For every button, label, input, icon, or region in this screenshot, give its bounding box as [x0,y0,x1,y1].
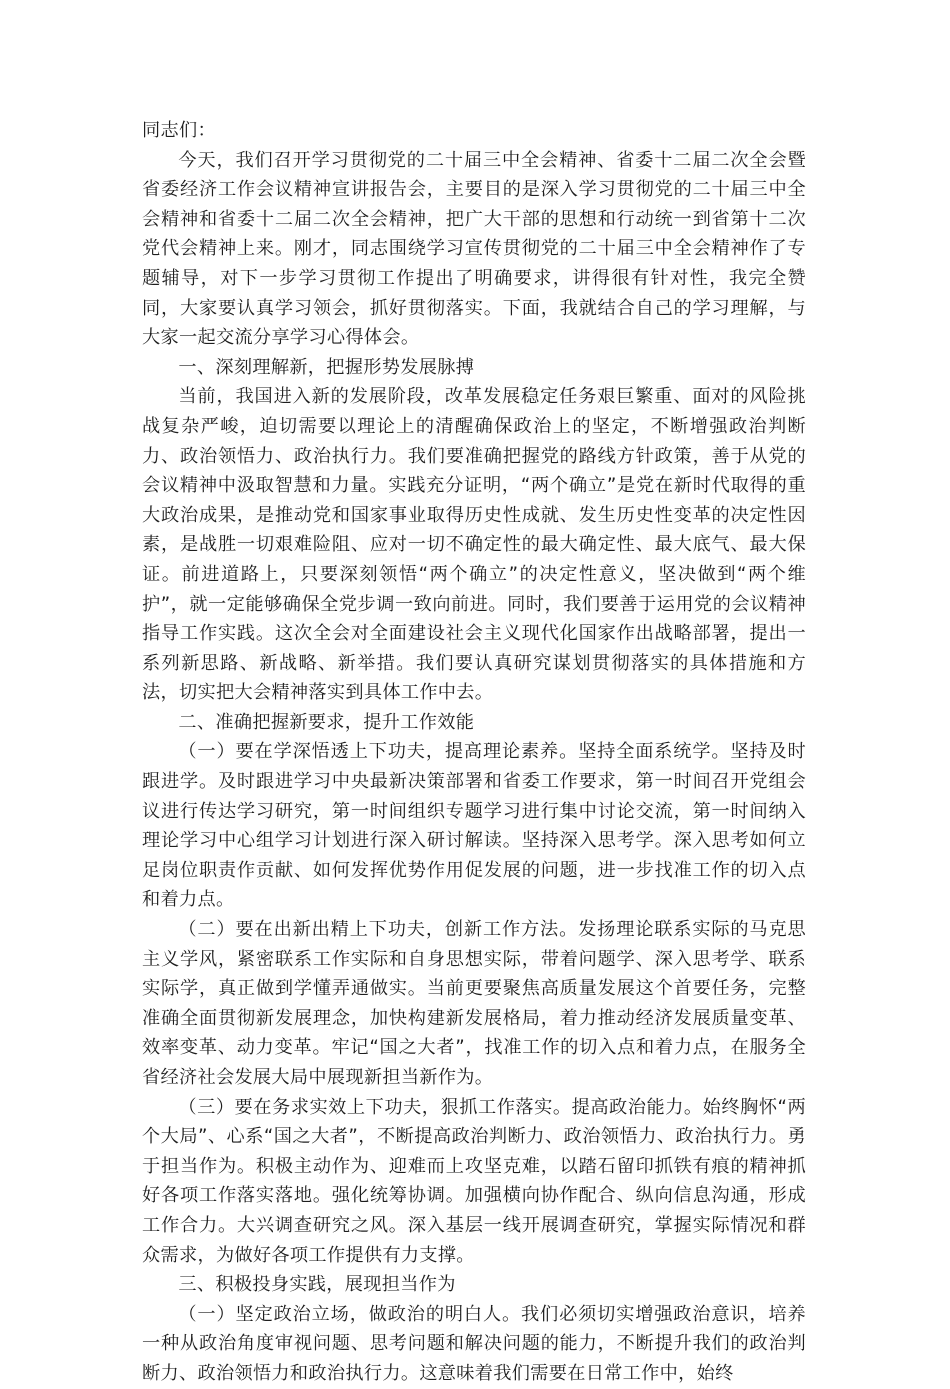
body-paragraph: （一）坚定政治立场，做政治的明白人。我们必须切实增强政治意识，培养一种从政治角度审视问题、思考问题和解决问题的能力，不断提升我们的政治判断力、政治领悟力和政治执行力。这意味着我们需要在日常工作中，始终 [142,1303,806,1384]
body-paragraph: 当前，我国进入新的发展阶段，改革发展稳定任务艰巨繁重、面对的风险挑战复杂严峻，迫切需要以理论上的清醒确保政治上的坚定，不断增强政治判断力、政治领悟力、政治执行力。我们要准确把握党的路线方针政策，善于从党的会议精神中汲取智慧和力量。实践充分证明，“两个确立”是党在新时代取得的重大政治成果，是推动党和国家事业取得历史性成就、发生历史性变革的决定性因素，是战胜一切艰难险阻、应对一切不确定性的最大确定性、最大底气、最大保证。前进道路上，只要深刻领悟“两个确立”的决定性意义，坚决做到“两个维护”，就一定能够确保全党步调一致向前进。同时，我们要善于运用党的会议精神指导工作实践。这次全会对全面建设社会主义现代化国家作出战略部署，提出一系列新思路、新战略、新举措。我们要认真研究谋划贯彻落实的具体措施和方法，切实把大会精神落实到具体工作中去。 [142,386,806,704]
document-page [142,116,806,1389]
section-heading-1: 一、深刻理解新，把握形势发展脉搏 [178,356,475,378]
section-heading-3: 三、积极投身实践，展现担当作为 [178,1274,456,1296]
salutation: 同志们： [142,120,216,141]
body-paragraph: （一）要在学深悟透上下功夫，提高理论素养。坚持全面系统学。坚持及时跟进学。及时跟进学习中央最新决策部署和省委工作要求，第一时间召开党组会议进行传达学习研究，第一时间组织专题学习进行集中讨论交流，第一时间纳入理论学习中心组学习计划进行深入研讨解读。坚持深入思考学。深入思考如何立足岗位职责作贡献、如何发挥优势作用促发展的问题，进一步找准工作的切入点和着力点。 [142,741,806,911]
intro-paragraph: 今天，我们召开学习贯彻党的二十届三中全会精神、省委十二届二次全会暨省委经济工作会议精神宣讲报告会，主要目的是深入学习贯彻党的二十届三中全会精神和省委十二届二次全会精神，把广大干部的思想和行动统一到省第十二次党代会精神上来。刚才，同志围绕学习宣传贯彻党的二十届三中全会精神作了专题辅导，对下一步学习贯彻工作提出了明确要求，讲得很有针对性，我完全赞同，大家要认真学习领会，抓好贯彻落实。下面，我就结合自己的学习理解，与大家一起交流分享学习心得体会。 [142,149,806,349]
section-heading-2: 二、准确把握新要求，提升工作效能 [178,711,475,733]
body-paragraph: （三）要在务求实效上下功夫，狠抓工作落实。提高政治能力。始终胸怀“两个大局”、心系“国之大者”，不断提高政治判断力、政治领悟力、政治执行力。勇于担当作为。积极主动作为、迎难而上攻坚克难，以踏石留印抓铁有痕的精神抓好各项工作落实落地。强化统筹协调。加强横向协作配合、纵向信息沟通，形成工作合力。大兴调查研究之风。深入基层一线开展调查研究，掌握实际情况和群众需求，为做好各项工作提供有力支撑。 [142,1096,806,1266]
body-paragraph: （二）要在出新出精上下功夫，创新工作方法。发扬理论联系实际的马克思主义学风，紧密联系工作实际和自身思想实际，带着问题学、深入思考学、联系实际学，真正做到学懂弄通做实。当前更要聚焦高质量发展这个首要任务，完整准确全面贯彻新发展理念，加快构建新发展格局，着力推动经济发展质量变革、效率变革、动力变革。牢记“国之大者”，找准工作的切入点和着力点，在服务全省经济社会发展大局中展现新担当新作为。 [142,919,806,1088]
